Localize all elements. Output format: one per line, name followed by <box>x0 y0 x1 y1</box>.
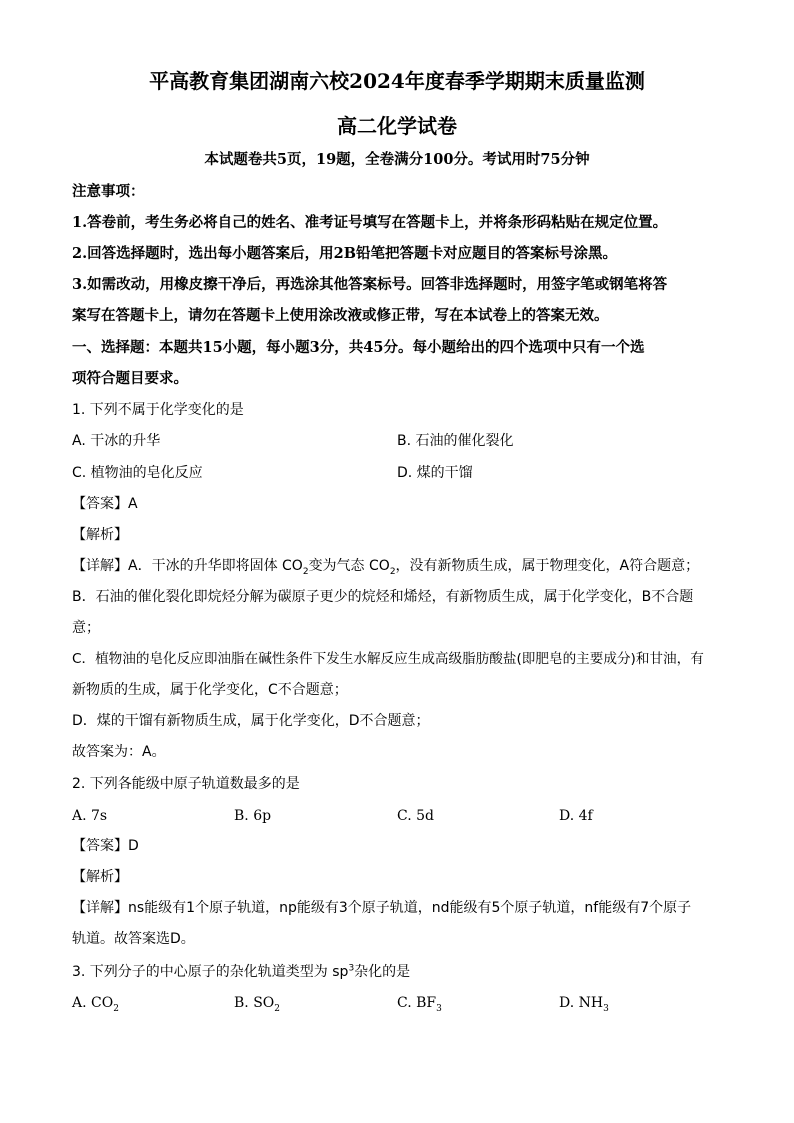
subscript: 3 <box>436 1003 442 1014</box>
q2-stem: 2. 下列各能级中原子轨道数最多的是 <box>72 776 300 792</box>
q3-stem <box>72 962 410 982</box>
subscript: 2 <box>389 566 396 577</box>
detail-tag: 【详解】 <box>72 900 128 916</box>
q1-detail-c-line-2: 新物质的生成，属于化学变化，C不合题意； <box>72 682 348 698</box>
q2-detail-line-2: 轨道。故答案选D。 <box>72 931 195 947</box>
q3-option-a-text: A. CO <box>72 995 114 1011</box>
notice-item-1: 1.答卷前，考生务必将自己的姓名、准考证号填写在答题卡上，并将条形码粘贴在规定位置。 <box>72 214 668 231</box>
q3-option-c-text: C. BF <box>397 995 437 1011</box>
notice-item-3-line-2: 案写在答题卡上，请勿在答题卡上使用涂改液或修正带，写在本试卷上的答案无效。 <box>72 307 609 324</box>
q1-option-c: C. 植物油的皂化反应 <box>72 465 203 481</box>
q1-answer-row <box>72 494 138 514</box>
q3-option-c <box>397 993 442 1013</box>
q1-conclusion: 故答案为：A。 <box>72 744 166 760</box>
q3-stem-text-1: 3. 下列分子的中心原子的杂化轨道类型为 sp <box>72 964 349 980</box>
subscript: 3 <box>603 1003 609 1014</box>
notice-item-3-line-1: 3.如需改动，用橡皮擦干净后，再选涂其他答案标号。回答非选择题时，用签字笔或钢笔将答 <box>72 276 668 293</box>
q1-detail-a-text-2: 变为气态 CO <box>308 558 390 574</box>
q2-analysis-tag: 【解析】 <box>72 869 128 885</box>
q3-stem-text-2: 杂化的是 <box>354 964 411 980</box>
q1-detail-d: D．煤的干馏有新物质生成，属于化学变化，D不合题意； <box>72 713 430 729</box>
q3-option-b-text: B. SO <box>234 995 275 1011</box>
exam-subtitle: 高二化学试卷 <box>337 114 457 138</box>
q2-option-a: A. 7s <box>72 808 108 824</box>
q2-option-b: B. 6p <box>234 808 272 824</box>
q1-detail-b-line-1: B．石油的催化裂化即烷烃分解为碳原子更少的烷烃和烯烃，有新物质生成，属于化学变化，B不合题 <box>72 589 694 605</box>
q1-detail-a-text-3: ，没有新物质生成，属于物理变化，A符合题意； <box>395 558 700 574</box>
q3-option-d <box>559 993 609 1013</box>
q1-detail-a-text-1: A．干冰的升华即将固体 CO <box>128 558 303 574</box>
section-heading-line-1: 一、选择题：本题共15小题，每小题3分，共45分。每小题给出的四个选项中只有一个选 <box>72 339 645 356</box>
detail-tag: 【详解】 <box>72 558 128 574</box>
q1-detail-b-line-2: 意； <box>72 620 100 636</box>
q3-option-b <box>234 993 280 1013</box>
q2-answer-row <box>72 836 139 856</box>
superscript: 3 <box>348 963 355 974</box>
subscript: 2 <box>274 1003 280 1014</box>
subscript: 2 <box>302 566 309 577</box>
q2-detail-line-1 <box>72 898 691 918</box>
q2-detail-text: ns能级有1个原子轨道，np能级有3个原子轨道，nd能级有5个原子轨道，nf能级有7个原子 <box>128 900 692 916</box>
answer-tag: 【答案】 <box>72 838 128 854</box>
exam-info: 本试题卷共5页，19题，全卷满分100分。考试用时75分钟 <box>204 151 590 168</box>
subscript: 2 <box>113 1003 119 1014</box>
notice-heading: 注意事项： <box>72 183 145 200</box>
notice-item-2: 2.回答选择题时，选出每小题答案后，用2B铅笔把答题卡对应题目的答案标号涂黑。 <box>72 245 617 262</box>
q1-analysis-tag: 【解析】 <box>72 527 128 543</box>
q1-answer: A <box>128 496 138 512</box>
exam-title: 平高教育集团湖南六校2024年度春季学期期末质量监测 <box>149 69 645 93</box>
q3-option-a <box>72 993 119 1013</box>
q2-option-d: D. 4f <box>559 808 593 824</box>
q1-option-a: A. 干冰的升华 <box>72 433 161 449</box>
q1-option-b: B. 石油的催化裂化 <box>397 433 514 449</box>
q2-option-c: C. 5d <box>397 808 434 824</box>
answer-tag: 【答案】 <box>72 496 128 512</box>
q2-answer: D <box>128 838 139 854</box>
q1-stem: 1. 下列不属于化学变化的是 <box>72 402 244 418</box>
section-heading-line-2: 项符合题目要求。 <box>72 370 188 387</box>
q3-option-d-text: D. NH <box>559 995 604 1011</box>
q1-detail-a <box>72 556 699 576</box>
q1-detail-c-line-1: C．植物油的皂化反应即油脂在碱性条件下发生水解反应生成高级脂肪酸盐(即肥皂的主要成分)和甘油，有 <box>72 651 704 667</box>
q1-option-d: D. 煤的干馏 <box>397 465 473 481</box>
